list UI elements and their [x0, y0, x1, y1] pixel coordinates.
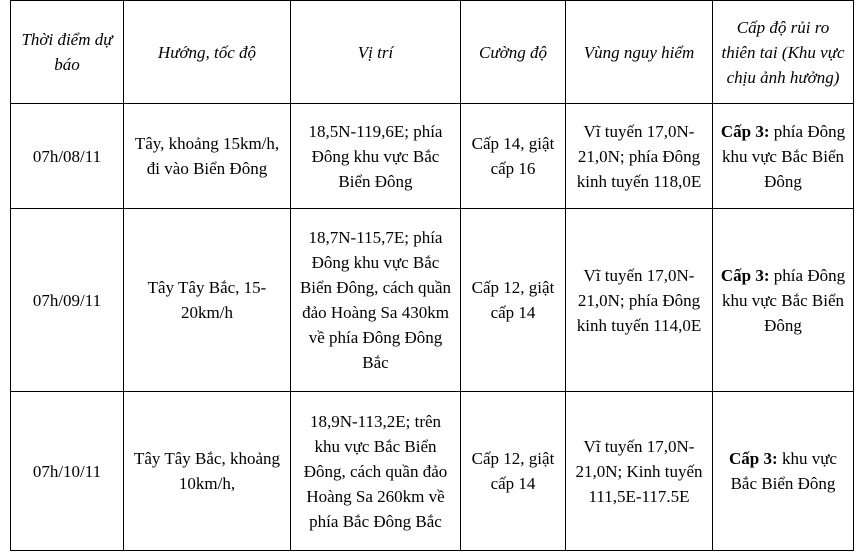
table-row: [11, 104, 854, 209]
cell-risk-level: [713, 104, 854, 209]
header-danger-zone: Vùng nguy hiểm: [566, 1, 713, 104]
cell-direction: Tây Tây Bắc, khoảng 10km/h,: [124, 392, 291, 551]
cell-position: 18,9N-113,2E; trên khu vực Bắc Biển Đông, cách quần đảo Hoàng Sa 260km về phía Bắc Đông Bắc: [291, 392, 461, 551]
cell-time: 07h/09/11: [11, 209, 124, 392]
header-time: Thời điểm dự báo: [11, 1, 124, 104]
risk-level-label: Cấp 3:: [720, 121, 770, 141]
cell-risk-level: [713, 392, 854, 551]
cell-position: 18,7N-115,7E; phía Đông khu vực Bắc Biển Đông, cách quần đảo Hoàng Sa 430km về phía Đông Đông Bắc: [291, 209, 461, 392]
cell-intensity: Cấp 12, giật cấp 14: [461, 209, 566, 392]
cell-intensity: Cấp 12, giật cấp 14: [461, 392, 566, 551]
header-intensity: Cường độ: [461, 1, 566, 104]
risk-level-label: Cấp 3:: [720, 265, 770, 285]
cell-danger-zone: Vĩ tuyến 17,0N-21,0N; Kinh tuyến 111,5E-117.5E: [566, 392, 713, 551]
table-row: [11, 209, 854, 392]
header-row: [11, 1, 854, 104]
header-position: Vị trí: [291, 1, 461, 104]
risk-level-text: khu vực Bắc Biển Đông: [730, 449, 837, 493]
risk-level-label: Cấp 3:: [729, 449, 778, 468]
cell-risk-level: [713, 209, 854, 392]
cell-position: 18,5N-119,6E; phía Đông khu vực Bắc Biển Đông: [291, 104, 461, 209]
header-risk-level: Cấp độ rủi ro thiên tai (Khu vực chịu ảnh hưởng): [713, 1, 854, 104]
cell-time: 07h/08/11: [11, 104, 124, 209]
cell-direction: Tây Tây Bắc, 15-20km/h: [124, 209, 291, 392]
header-direction: Hướng, tốc độ: [124, 1, 291, 104]
risk-level-text: phía Đông khu vực Bắc Biển Đông: [721, 265, 846, 335]
cell-time: 07h/10/11: [11, 392, 124, 551]
cell-danger-zone: Vĩ tuyến 17,0N-21,0N; phía Đông kinh tuyến 114,0E: [566, 209, 713, 392]
cell-danger-zone: Vĩ tuyến 17,0N-21,0N; phía Đông kinh tuyến 118,0E: [566, 104, 713, 209]
forecast-table: [10, 0, 854, 551]
cell-direction: Tây, khoảng 15km/h, đi vào Biển Đông: [124, 104, 291, 209]
table-row: [11, 392, 854, 551]
risk-level-text: phía Đông khu vực Bắc Biển Đông: [721, 121, 846, 191]
cell-intensity: Cấp 14, giật cấp 16: [461, 104, 566, 209]
